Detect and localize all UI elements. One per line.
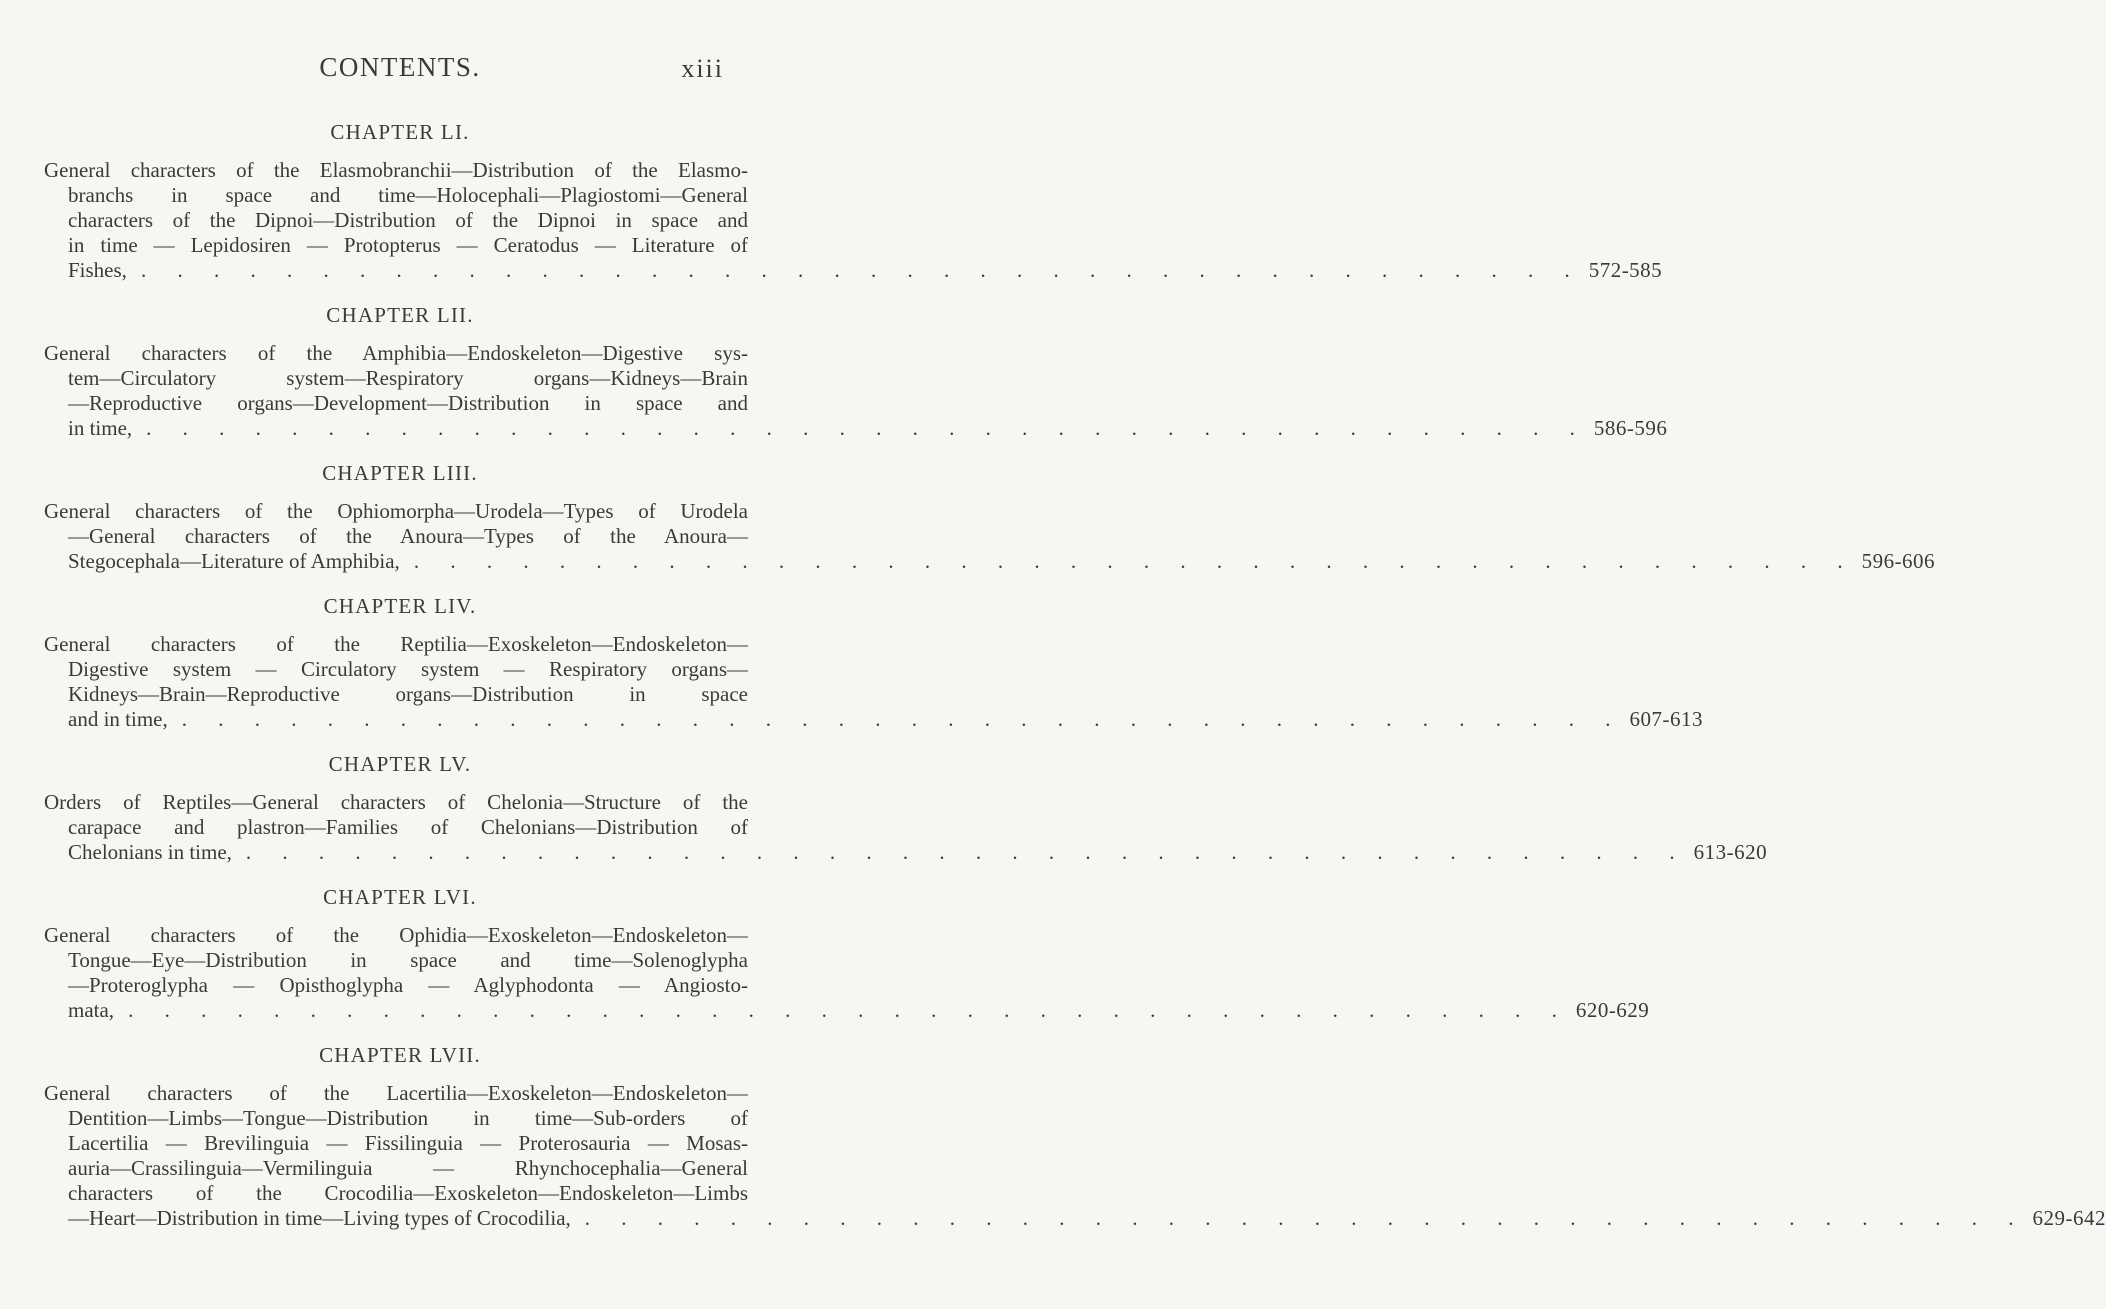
summary-line-end: Chelonians in time, bbox=[68, 840, 232, 864]
summary-line: branchs in space and time—Holocephali—Plagiostomi—General bbox=[68, 183, 748, 207]
chapter-summary bbox=[44, 632, 1703, 732]
summary-line: —General characters of the Anoura—Types of the Anoura— bbox=[68, 524, 748, 548]
dot-leader: . . . . . . . . . . . . . . . . . . . . . . . . . . . . . . . . . . . . . . . . bbox=[413, 549, 1856, 573]
summary-line: tem—Circulatory system—Respiratory organs—Kidneys—Brain bbox=[68, 366, 748, 390]
summary-last-line bbox=[68, 707, 1703, 732]
chapter-summary bbox=[44, 790, 1768, 865]
summary-line: Dentition—Limbs—Tongue—Distribution in time—Sub-orders of bbox=[68, 1106, 748, 1130]
summary-line: General characters of the Lacertilia—Exoskeleton—Endoskeleton— bbox=[44, 1081, 748, 1105]
dot-leader: . . . . . . . . . . . . . . . . . . . . . . . . . . . . . . . . . . . . . . . . bbox=[245, 840, 1688, 864]
summary-line: General characters of the Amphibia—Endoskeleton—Digestive sys- bbox=[44, 341, 748, 365]
page-range: 586-596 bbox=[1593, 416, 1668, 440]
chapter-summary bbox=[44, 158, 1663, 283]
dot-leader: . . . . . . . . . . . . . . . . . . . . . . . . . . . . . . . . . . . . . . . . bbox=[140, 258, 1583, 282]
summary-line: General characters of the Ophiomorpha—Urodela—Types of Urodela bbox=[44, 499, 748, 523]
chapter-summary bbox=[44, 341, 1668, 441]
page-header bbox=[0, 52, 800, 88]
chapter-heading: CHAPTER LIV. bbox=[323, 594, 477, 618]
summary-last-line bbox=[68, 998, 1650, 1023]
summary-last-line bbox=[68, 840, 1768, 865]
page-number: xiii bbox=[681, 54, 724, 83]
chapter-heading: CHAPTER LVII. bbox=[319, 1043, 481, 1067]
dot-leader: . . . . . . . . . . . . . . . . . . . . . . . . . . . . . . . . . . . . . . . . bbox=[128, 998, 1570, 1022]
page-range: 596-606 bbox=[1861, 549, 1936, 573]
page-range: 607-613 bbox=[1629, 707, 1703, 731]
chapter-entry bbox=[0, 752, 1768, 865]
running-head: CONTENTS. bbox=[319, 52, 481, 82]
summary-line: characters of the Crocodilia—Exoskeleton—Endoskeleton—Limbs bbox=[68, 1181, 748, 1205]
summary-line-end: in time, bbox=[68, 416, 133, 440]
summary-line: Digestive system — Circulatory system — Respiratory organs— bbox=[68, 657, 748, 681]
chapter-heading: CHAPTER LII. bbox=[326, 303, 474, 327]
chapter-entry bbox=[0, 1043, 2106, 1231]
page-range: 620-629 bbox=[1575, 998, 1650, 1022]
dot-leader: . . . . . . . . . . . . . . . . . . . . . . . . . . . . . . . . . . . . . . . . bbox=[584, 1206, 2027, 1230]
chapter-entry bbox=[0, 885, 1650, 1023]
summary-line: carapace and plastron—Families of Chelonians—Distribution of bbox=[68, 815, 748, 839]
summary-line-end: mata, bbox=[68, 998, 115, 1022]
summary-line: in time — Lepidosiren — Protopterus — Ceratodus — Literature of bbox=[68, 233, 748, 257]
chapter-heading: CHAPTER LIII. bbox=[322, 461, 478, 485]
page-range: 572-585 bbox=[1588, 258, 1663, 282]
chapter-summary bbox=[44, 923, 1650, 1023]
chapter-summary bbox=[44, 499, 1936, 574]
summary-last-line bbox=[68, 416, 1668, 441]
dot-leader: . . . . . . . . . . . . . . . . . . . . . . . . . . . . . . . . . . . . . . . . bbox=[146, 416, 1588, 440]
dot-leader: . . . . . . . . . . . . . . . . . . . . . . . . . . . . . . . . . . . . . . . . bbox=[181, 707, 1624, 731]
summary-line-end: Fishes, bbox=[68, 258, 127, 282]
summary-line: characters of the Dipnoi—Distribution of the Dipnoi in space and bbox=[68, 208, 748, 232]
summary-line: —Reproductive organs—Development—Distribution in space and bbox=[68, 391, 748, 415]
summary-line: Orders of Reptiles—General characters of Chelonia—Structure of the bbox=[44, 790, 748, 814]
contents-list bbox=[0, 120, 2106, 1251]
chapter-summary bbox=[44, 1081, 2106, 1231]
summary-line-end: and in time, bbox=[68, 707, 168, 731]
summary-last-line bbox=[68, 549, 1936, 574]
summary-line: —Proteroglypha — Opisthoglypha — Aglyphodonta — Angiosto- bbox=[68, 973, 748, 997]
chapter-entry bbox=[0, 461, 1936, 574]
summary-line: auria—Crassilinguia—Vermilinguia — Rhynchocephalia—General bbox=[68, 1156, 748, 1180]
summary-line: General characters of the Reptilia—Exoskeleton—Endoskeleton— bbox=[44, 632, 748, 656]
summary-last-line bbox=[68, 1206, 2106, 1231]
chapter-heading: CHAPTER LVI. bbox=[323, 885, 477, 909]
summary-line: General characters of the Ophidia—Exoskeleton—Endoskeleton— bbox=[44, 923, 748, 947]
summary-last-line bbox=[68, 258, 1663, 283]
summary-line-end: Stegocephala—Literature of Amphibia, bbox=[68, 549, 400, 573]
summary-line-end: —Heart—Distribution in time—Living types of Crocodilia, bbox=[68, 1206, 571, 1230]
summary-line: Tongue—Eye—Distribution in space and time—Solenoglypha bbox=[68, 948, 748, 972]
summary-line: Lacertilia — Brevilinguia — Fissilinguia — Proterosauria — Mosas- bbox=[68, 1131, 748, 1155]
page-range: 613-620 bbox=[1693, 840, 1768, 864]
chapter-entry bbox=[0, 594, 1703, 732]
page-range: 629-642 bbox=[2032, 1206, 2106, 1230]
chapter-heading: CHAPTER LI. bbox=[330, 120, 470, 144]
chapter-heading: CHAPTER LV. bbox=[328, 752, 472, 776]
summary-line: Kidneys—Brain—Reproductive organs—Distribution in space bbox=[68, 682, 748, 706]
summary-line: General characters of the Elasmobranchii—Distribution of the Elasmo- bbox=[44, 158, 748, 182]
chapter-entry bbox=[0, 120, 1663, 283]
chapter-entry bbox=[0, 303, 1668, 441]
